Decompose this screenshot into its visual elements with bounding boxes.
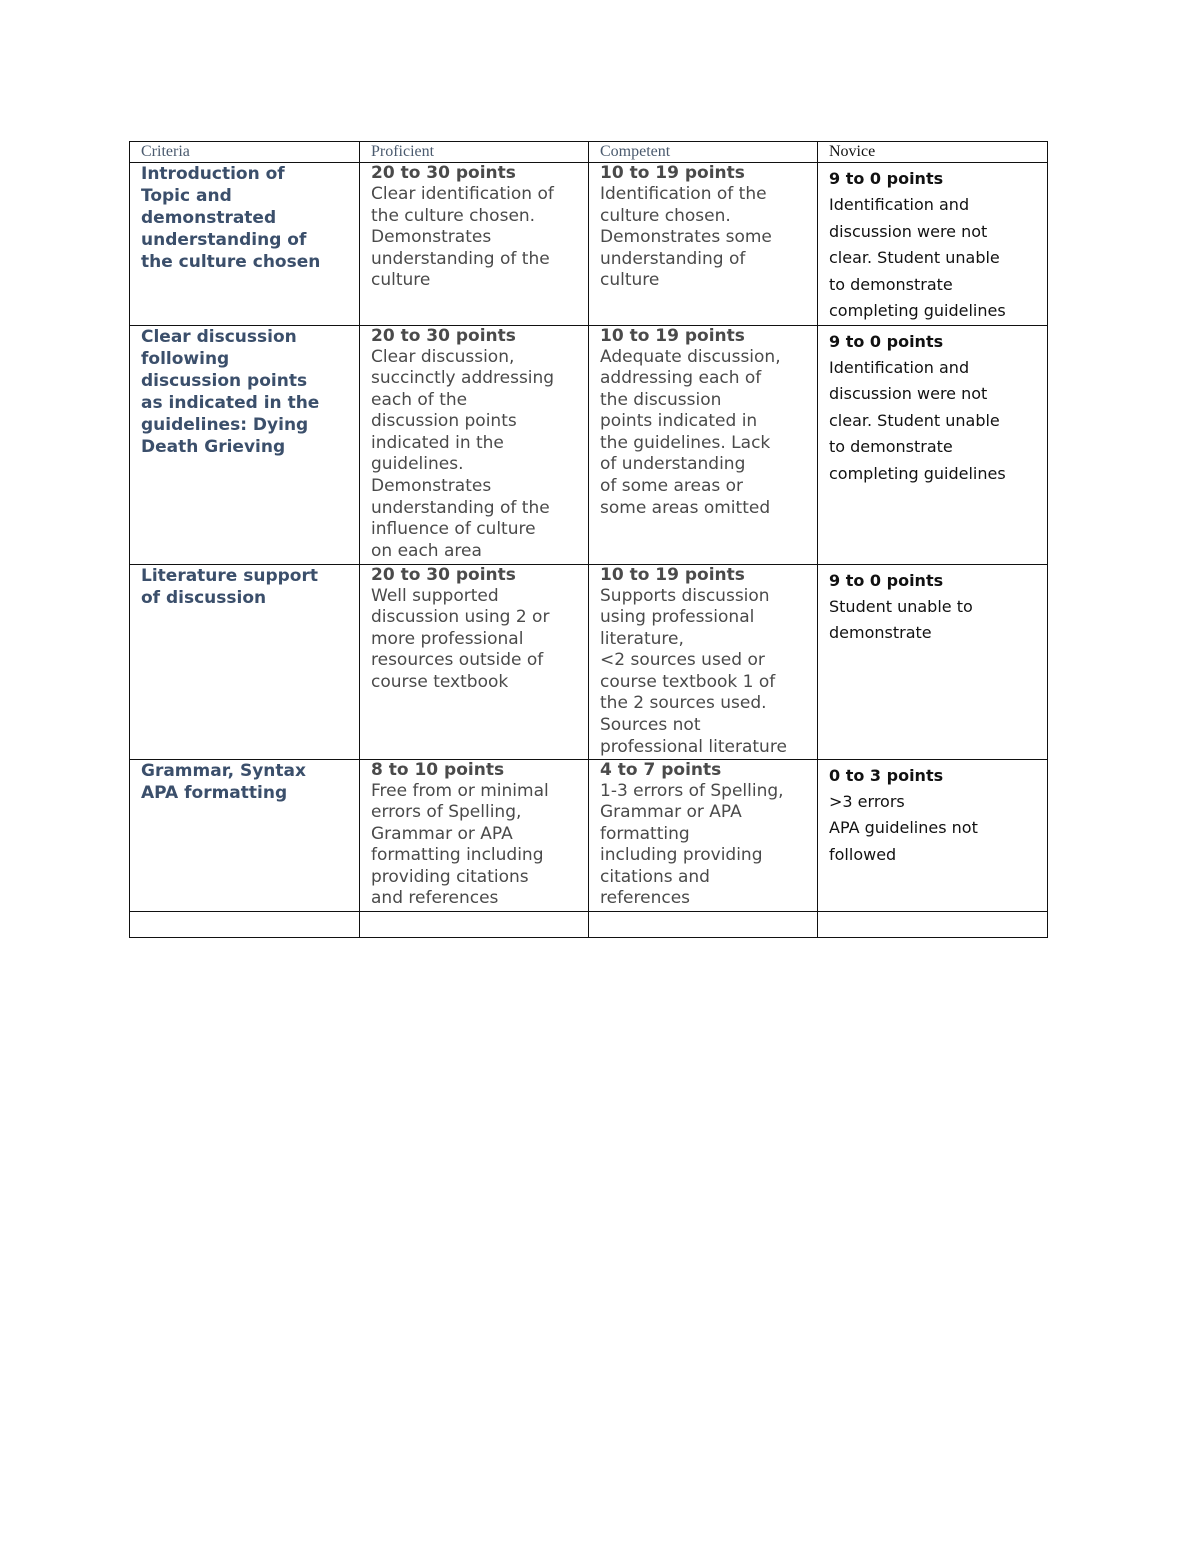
proficient-points: 8 to 10 points bbox=[371, 759, 505, 780]
novice-description: >3 errors APA guidelines not followed bbox=[829, 791, 978, 864]
empty-row bbox=[130, 911, 1048, 937]
criteria-label: Clear discussion following discussion points as indicated in the guidelines: Dying Death Grieving bbox=[141, 326, 320, 457]
proficient-points: 20 to 30 points bbox=[371, 564, 516, 585]
criteria-cell bbox=[130, 759, 360, 911]
criteria-header: Criteria bbox=[130, 142, 360, 163]
criteria-label: Introduction of Topic and demonstrated understanding of the culture chosen bbox=[141, 164, 321, 272]
competent-cell bbox=[589, 163, 818, 326]
criteria-cell bbox=[130, 163, 360, 326]
competent-cell bbox=[589, 325, 818, 564]
novice-points: 9 to 0 points bbox=[829, 570, 944, 590]
criteria-label: Literature support of discussion bbox=[141, 565, 318, 608]
criteria-cell bbox=[130, 564, 360, 759]
proficient-cell bbox=[360, 759, 589, 911]
empty-cell bbox=[818, 911, 1048, 937]
novice-description: Student unable to demonstrate bbox=[829, 596, 973, 642]
competent-points: 10 to 19 points bbox=[600, 325, 745, 346]
table-row bbox=[130, 325, 1048, 564]
table-row bbox=[130, 759, 1048, 911]
empty-cell bbox=[360, 911, 589, 937]
proficient-description: Clear discussion, succinctly addressing each of the discussion points indicated in the guidelines. Demonstrates understanding of the influence of culture on each area bbox=[371, 346, 555, 561]
competent-cell bbox=[589, 564, 818, 759]
rubric-table bbox=[129, 141, 1048, 938]
novice-cell bbox=[818, 759, 1048, 911]
proficient-description: Free from or minimal errors of Spelling, Grammar or APA formatting including providing citations and references bbox=[371, 780, 549, 909]
proficient-header: Proficient bbox=[360, 142, 589, 163]
competent-points: 10 to 19 points bbox=[600, 163, 745, 183]
proficient-points: 20 to 30 points bbox=[371, 163, 516, 183]
table-row bbox=[130, 163, 1048, 326]
competent-points: 4 to 7 points bbox=[600, 759, 722, 780]
proficient-cell bbox=[360, 325, 589, 564]
competent-header: Competent bbox=[589, 142, 818, 163]
novice-cell bbox=[818, 564, 1048, 759]
proficient-description: Well supported discussion using 2 or more professional resources outside of course textbook bbox=[371, 585, 550, 692]
proficient-cell bbox=[360, 564, 589, 759]
table-row bbox=[130, 564, 1048, 759]
novice-points: 0 to 3 points bbox=[829, 765, 944, 785]
novice-points: 9 to 0 points bbox=[829, 169, 944, 188]
competent-description: Supports discussion using professional literature, <2 sources used or course textbook 1 of the 2 sources used. Sources not professional literature bbox=[600, 585, 787, 757]
proficient-cell bbox=[360, 163, 589, 326]
novice-description: Identification and discussion were not clear. Student unable to demonstrate completing guidelines bbox=[829, 195, 1006, 320]
competent-cell bbox=[589, 759, 818, 911]
novice-points: 9 to 0 points bbox=[829, 331, 944, 351]
empty-cell bbox=[130, 911, 360, 937]
competent-description: Identification of the culture chosen. Demonstrates some understanding of culture bbox=[600, 184, 772, 291]
novice-description: Identification and discussion were not clear. Student unable to demonstrate completing guidelines bbox=[829, 357, 1006, 483]
proficient-description: Clear identification of the culture chosen. Demonstrates understanding of the culture bbox=[371, 184, 554, 291]
criteria-cell bbox=[130, 325, 360, 564]
empty-cell bbox=[589, 911, 818, 937]
criteria-label: Grammar, Syntax APA formatting bbox=[141, 760, 306, 803]
novice-cell bbox=[818, 163, 1048, 326]
header-row bbox=[130, 142, 1048, 163]
proficient-points: 20 to 30 points bbox=[371, 325, 516, 346]
novice-cell bbox=[818, 325, 1048, 564]
competent-description: Adequate discussion, addressing each of the discussion points indicated in the guidelines. Lack of understanding of some areas or some areas omitted bbox=[600, 346, 781, 518]
competent-points: 10 to 19 points bbox=[600, 564, 745, 585]
competent-description: 1-3 errors of Spelling, Grammar or APA formatting including providing citations and references bbox=[600, 780, 784, 909]
novice-header: Novice bbox=[818, 142, 1048, 163]
